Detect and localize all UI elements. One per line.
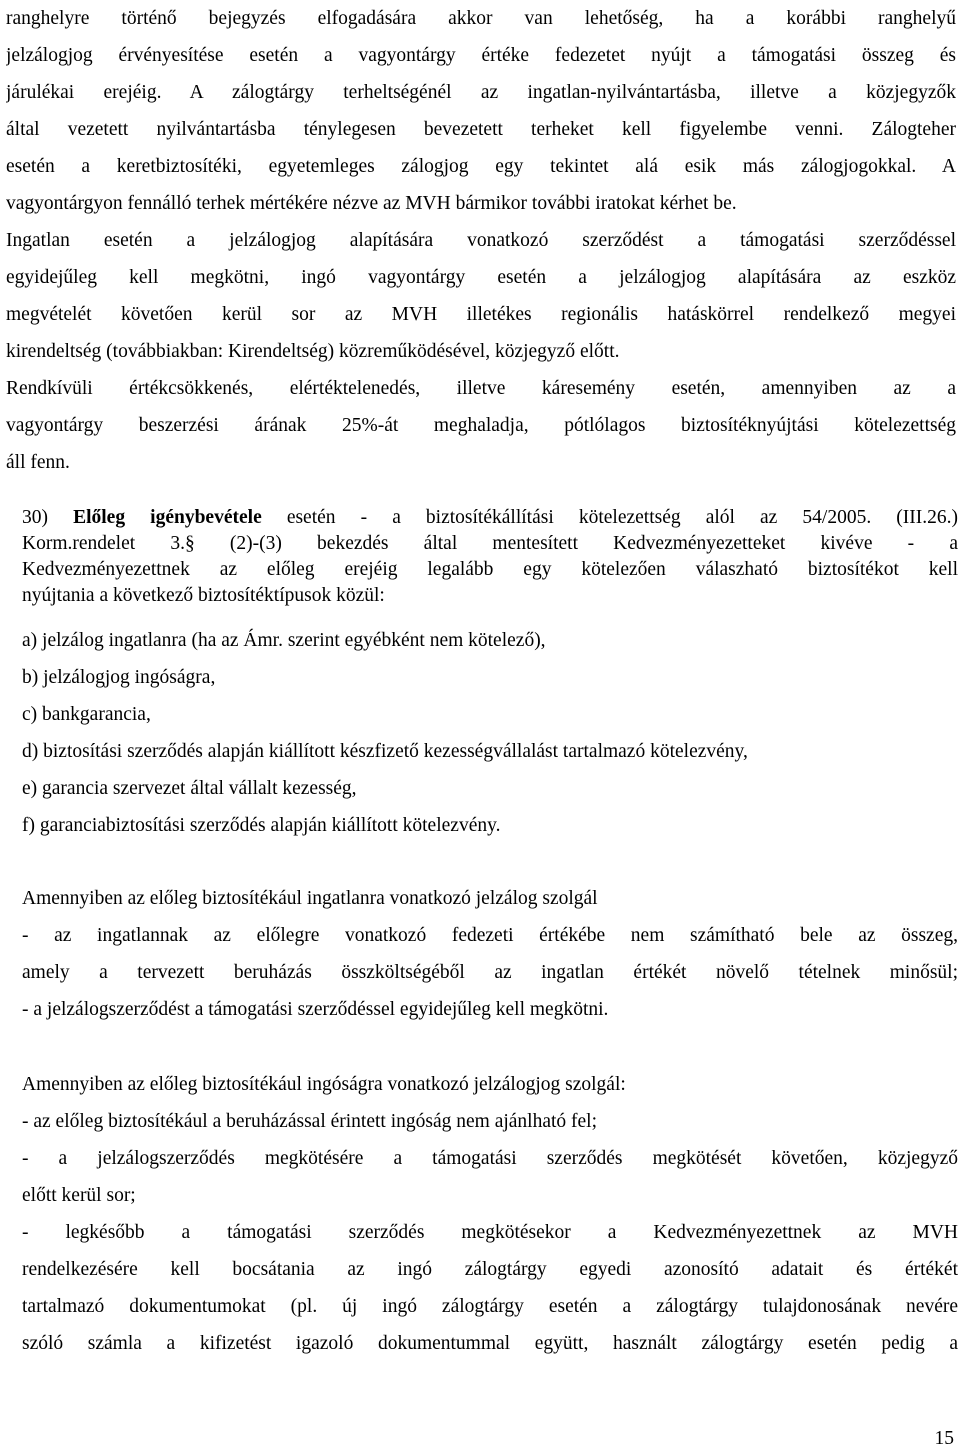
text-line: - az előleg biztosítékául a beruházással érintett ingóság nem ajánlható fel; xyxy=(22,1111,598,1132)
conditions-intro: Amennyiben az előleg biztosítékául ingatlanra vonatkozó jelzálog szolgál xyxy=(22,888,598,909)
text-line: amely a tervezett beruházás összköltségéből az ingatlan értékét növelő tételnek minősül; xyxy=(22,962,958,983)
text-line: Ingatlan esetén a jelzálogjog alapítására vonatkozó szerződést a támogatási szerződéssel xyxy=(6,230,956,251)
text-line: járulékai erejéig. A zálogtárgy terheltségénél az ingatlan-nyilvántartásba, illetve a közjegyzők xyxy=(6,82,956,103)
text-line: jelzálogjog érvényesítése esetén a vagyontárgy értéke fedezetet nyújt a támogatási összeg és xyxy=(6,45,956,66)
text-line: megvételét követően kerül sor az MVH illetékes regionális hatáskörrel rendelkező megyei xyxy=(6,304,956,325)
text-line: ranghelyre történő bejegyzés elfogadására akkor van lehetőség, ha a korábbi ranghelyű xyxy=(6,8,956,29)
text-line: - a jelzálogszerződést a támogatási szerződéssel egyidejűleg kell megkötni. xyxy=(22,999,609,1020)
collateral-paragraph xyxy=(6,0,956,481)
page-number: 15 xyxy=(934,1428,954,1449)
text-line: egyidejűleg kell megkötni, ingó vagyontárgy esetén a jelzálogjog alapítására az eszköz xyxy=(6,267,956,288)
list-item: f) garanciabiztosítási szerződés alapján kiállított kötelezvény. xyxy=(22,815,501,836)
text-line: Korm.rendelet 3.§ (2)-(3) bekezdés által mentesített Kedvezményezetteket kivéve - a xyxy=(22,533,958,554)
list-item: c) bankgarancia, xyxy=(22,704,151,725)
text-line: rendelkezésére kell bocsátania az ingó zálogtárgy egyedi azonosító adatait és értékét xyxy=(22,1259,958,1280)
conditions-intro: Amennyiben az előleg biztosítékául ingóságra vonatkozó jelzálogjog szolgál: xyxy=(22,1074,626,1095)
text-line: Kedvezményezettnek az előleg erejéig legalább egy kötelezően válaszható biztosítékot kell xyxy=(22,559,958,580)
text-line: szóló számla a kifizetést igazoló dokumentummal együtt, használt zálogtárgy esetén pedig a xyxy=(22,1333,958,1354)
text-line: nyújtania a következő biztosítéktípusok közül: xyxy=(22,585,385,606)
section-30-heading-line xyxy=(22,505,958,531)
text-line: vagyontárgy beszerzési árának 25%-át meghaladja, pótlólagos biztosítéknyújtási kötelezettség xyxy=(6,415,956,436)
text-line: által vezetett nyilvántartásba ténylegesen bevezetett terheket kell figyelembe venni. Zálogteher xyxy=(6,119,956,140)
section-30-advance-payment xyxy=(22,505,958,609)
real-estate-conditions xyxy=(22,880,958,1028)
text-line: áll fenn. xyxy=(6,452,70,473)
section-text: esetén - a biztosítékállítási kötelezettség alól az 54/2005. (III.26.) xyxy=(286,507,958,528)
text-line: vagyontárgyon fennálló terhek mértékére nézve az MVH bármikor további iratokat kérhet be. xyxy=(6,193,737,214)
text-line: - legkésőbb a támogatási szerződés megkötésekor a Kedvezményezettnek az MVH xyxy=(22,1222,958,1243)
text-line: előtt kerül sor; xyxy=(22,1185,136,1206)
list-item: d) biztosítási szerződés alapján kiállított készfizető kezességvállalást tartalmazó kötelezvény, xyxy=(22,741,748,762)
list-item: e) garancia szervezet által vállalt kezesség, xyxy=(22,778,357,799)
section-number: 30) xyxy=(22,507,48,528)
text-line: - a jelzálogszerződés megkötésére a támogatási szerződés megkötését követően, közjegyző xyxy=(22,1148,958,1169)
text-line: - az ingatlannak az előlegre vonatkozó fedezeti értékébe nem számítható bele az összeg, xyxy=(22,925,958,946)
list-item: b) jelzálogjog ingóságra, xyxy=(22,667,216,688)
text-line: esetén a keretbiztosítéki, egyetemleges zálogjog egy tekintet alá esik más zálogjogokkal. A xyxy=(6,156,956,177)
text-line: tartalmazó dokumentumokat (pl. új ingó zálogtárgy esetén a zálogtárgy tulajdonosának nevére xyxy=(22,1296,958,1317)
text-line: Rendkívüli értékcsökkenés, elértéktelenedés, illetve káresemény esetén, amennyiben az a xyxy=(6,378,956,399)
list-item: a) jelzálog ingatlanra (ha az Ámr. szerint egyébként nem kötelező), xyxy=(22,630,546,651)
section-term: Előleg igénybevétele xyxy=(73,507,262,528)
text-line: kirendeltség (továbbiakban: Kirendeltség) közreműködésével, közjegyző előtt. xyxy=(6,341,620,362)
security-types-list xyxy=(22,622,958,844)
movable-conditions xyxy=(22,1066,958,1362)
